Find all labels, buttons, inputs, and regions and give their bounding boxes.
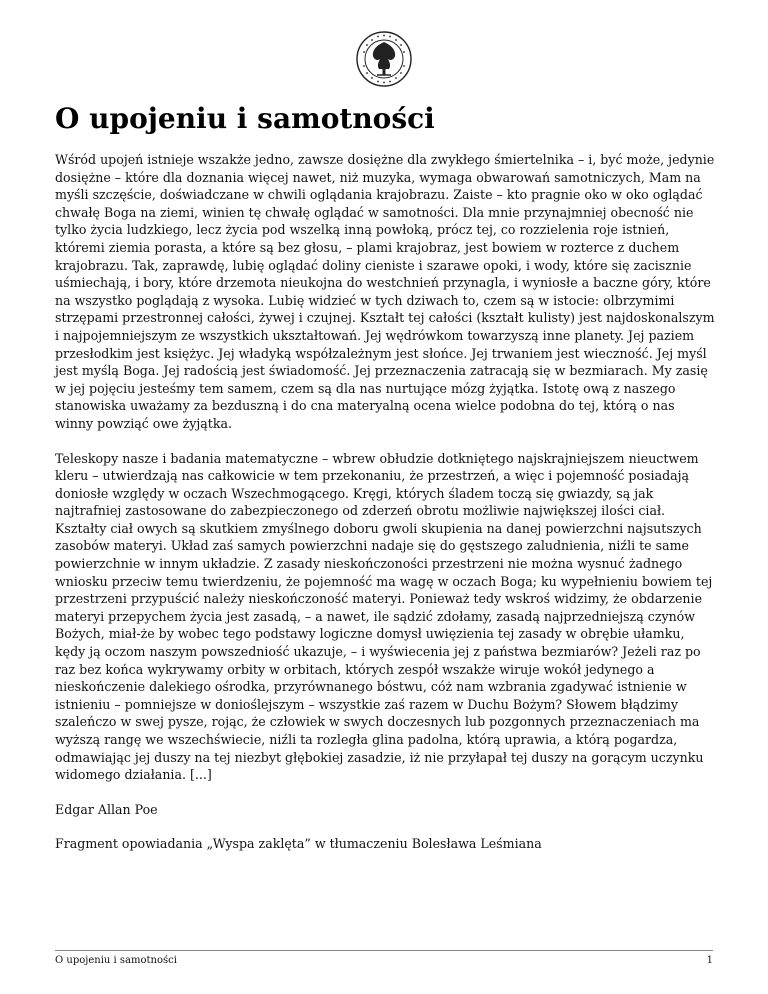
author-line: Edgar Allan Poe	[55, 801, 158, 817]
article-body	[55, 151, 715, 870]
paragraph-2: Teleskopy nasze i badania matematyczne – wbrew obłudzie dotkniętego najskrajniejszem nieuctwem kleru – utwierdzają nas całkowicie w tem przekonaniu, że przestrzeń, a więc i pojemność posiadają doniosłe względy w oczach Wszechmogącego. Kręgi, których śladem toczą się gwiazdy, są jak najtrafniej zastosowane do zabezpieczonego od zderzeń obrotu możliwie największej ilości ciał. Kształty ciał owych są skutkiem zmyślnego doboru gwoli skupienia na danej powierzchni najsutszych zasobów materyi. Układ zaś samych powierzchni nadaje się do gęstszego zaludnienia, niźli te same powierzchnie w innym układzie. Z zasady nieskończoności przestrzeni nie można wysnuć żadnego wniosku przeciw temu twierdzeniu, że pojemność ma wagę w oczach Boga; ku wypełnieniu bowiem tej przestrzeni przypuścić należy nieskończoność materyi. Ponieważ tedy wskroś widzimy, że obdarzenie materyi przepychem życia jest zasadą, – a nawet, ile sądzić zdołamy, zasadą najprzedniejszą czynów Bożych, miał-że by wobec tego podstawy logiczne domysł uwięzienia tej zasady w obrębie ułamku, kędy ją oczom naszym powszedniość ukazuje, – i wyświecenia jej z państwa bezmiarów? Jeżeli raz po raz bez końca wykrywamy orbity w orbitach, których zespół wszakże wiruje wokół jedynego a nieskończenie dalekiego ośrodka, przyrównanego bóstwu, cóż nam wzbrania zgadywać istnienie w istnieniu – pomniejsze w donioślejszym – wszystkie zaś razem w Duchu Bożym? Słowem błądzimy szaleńczo w swej pysze, rojąc, że człowiek w swych doczesnych lub pozgonnych przeznaczeniach ma wyższą rangę we wszechświecie, niźli ta rozległa glina padolna, którą uprawia, a którą pogardza, odmawiając jej duszy na tej niezbyt głębokiej zasadzie, iż nie przyłapał tej duszy na gorącym uczynku widomego działania. [...]	[55, 450, 713, 783]
seal-icon	[355, 30, 413, 88]
page-number: 1	[706, 955, 713, 966]
paragraph-1: Wśród upojeń istnieje wszakże jedno, zawsze dosiężne dla zwykłego śmiertelnika – i, być może, jedynie dosiężne – które dla doznania więcej nawet, niż muzyka, wymaga obwarowań samotniczych, Mam na myśli szczęście, doświadczane w chwili oglądania krajobrazu. Zaiste – kto pragnie oko w oko oglądać chwałę Boga na ziemi, winien tę chwałę oglądać w samotności. Dla mnie przynajmniej obecność nie tylko życia ludzkiego, lecz życia pod wszelką inną powłoką, prócz tej, co rozzielenia roje istnień, któremi ziemia porasta, a które są bez głosu, – plami krajobraz, jest bowiem w rozterce z duchem krajobrazu. Tak, zaprawdę, lubię oglądać doliny cieniste i szarawe opoki, i wody, które się zacisznie uśmiechają, i bory, które drzemota nieukojna do westchnień przynagla, i wyniosłe a baczne góry, które na wszystko poglądają z wysoka. Lubię widzieć w tych dziwach to, czem są w istocie: olbrzymimi strzępami przestronnej całości, żywej i czujnej. Kształt tej całości (kształt kulisty) jest najdoskonalszym i najpojemniejszym ze wszystkich ukształtowań. Jej wędrówkom towarzyszą inne planety. Jej paziem przesłodkim jest księżyc. Jej władyką współzależnym jest słońce. Jej trwaniem jest wieczność. Jej myśl jest myślą Boga. Jej radością jest świadomość. Jej przeznaczenia zatracają się w bezmiarach. My zasię w jej pojęciu jesteśmy tem samem, czem są dla nas nurtujące mózg żyjątka. Istotę ową z naszego stanowiska uważamy za bezduszną i do cna materyalną ocena wielce podobna do tej, którą o nas winny powziąć owe żyjątka.	[55, 152, 715, 431]
seal-logo	[355, 30, 413, 88]
footer-divider	[55, 950, 713, 951]
source-note: Fragment opowiadania „Wyspa zaklęta” w tłumaczeniu Bolesława Leśmiana	[55, 836, 542, 852]
footer-title: O upojeniu i samotności	[55, 955, 177, 966]
page-title: O upojeniu i samotności	[55, 102, 435, 135]
